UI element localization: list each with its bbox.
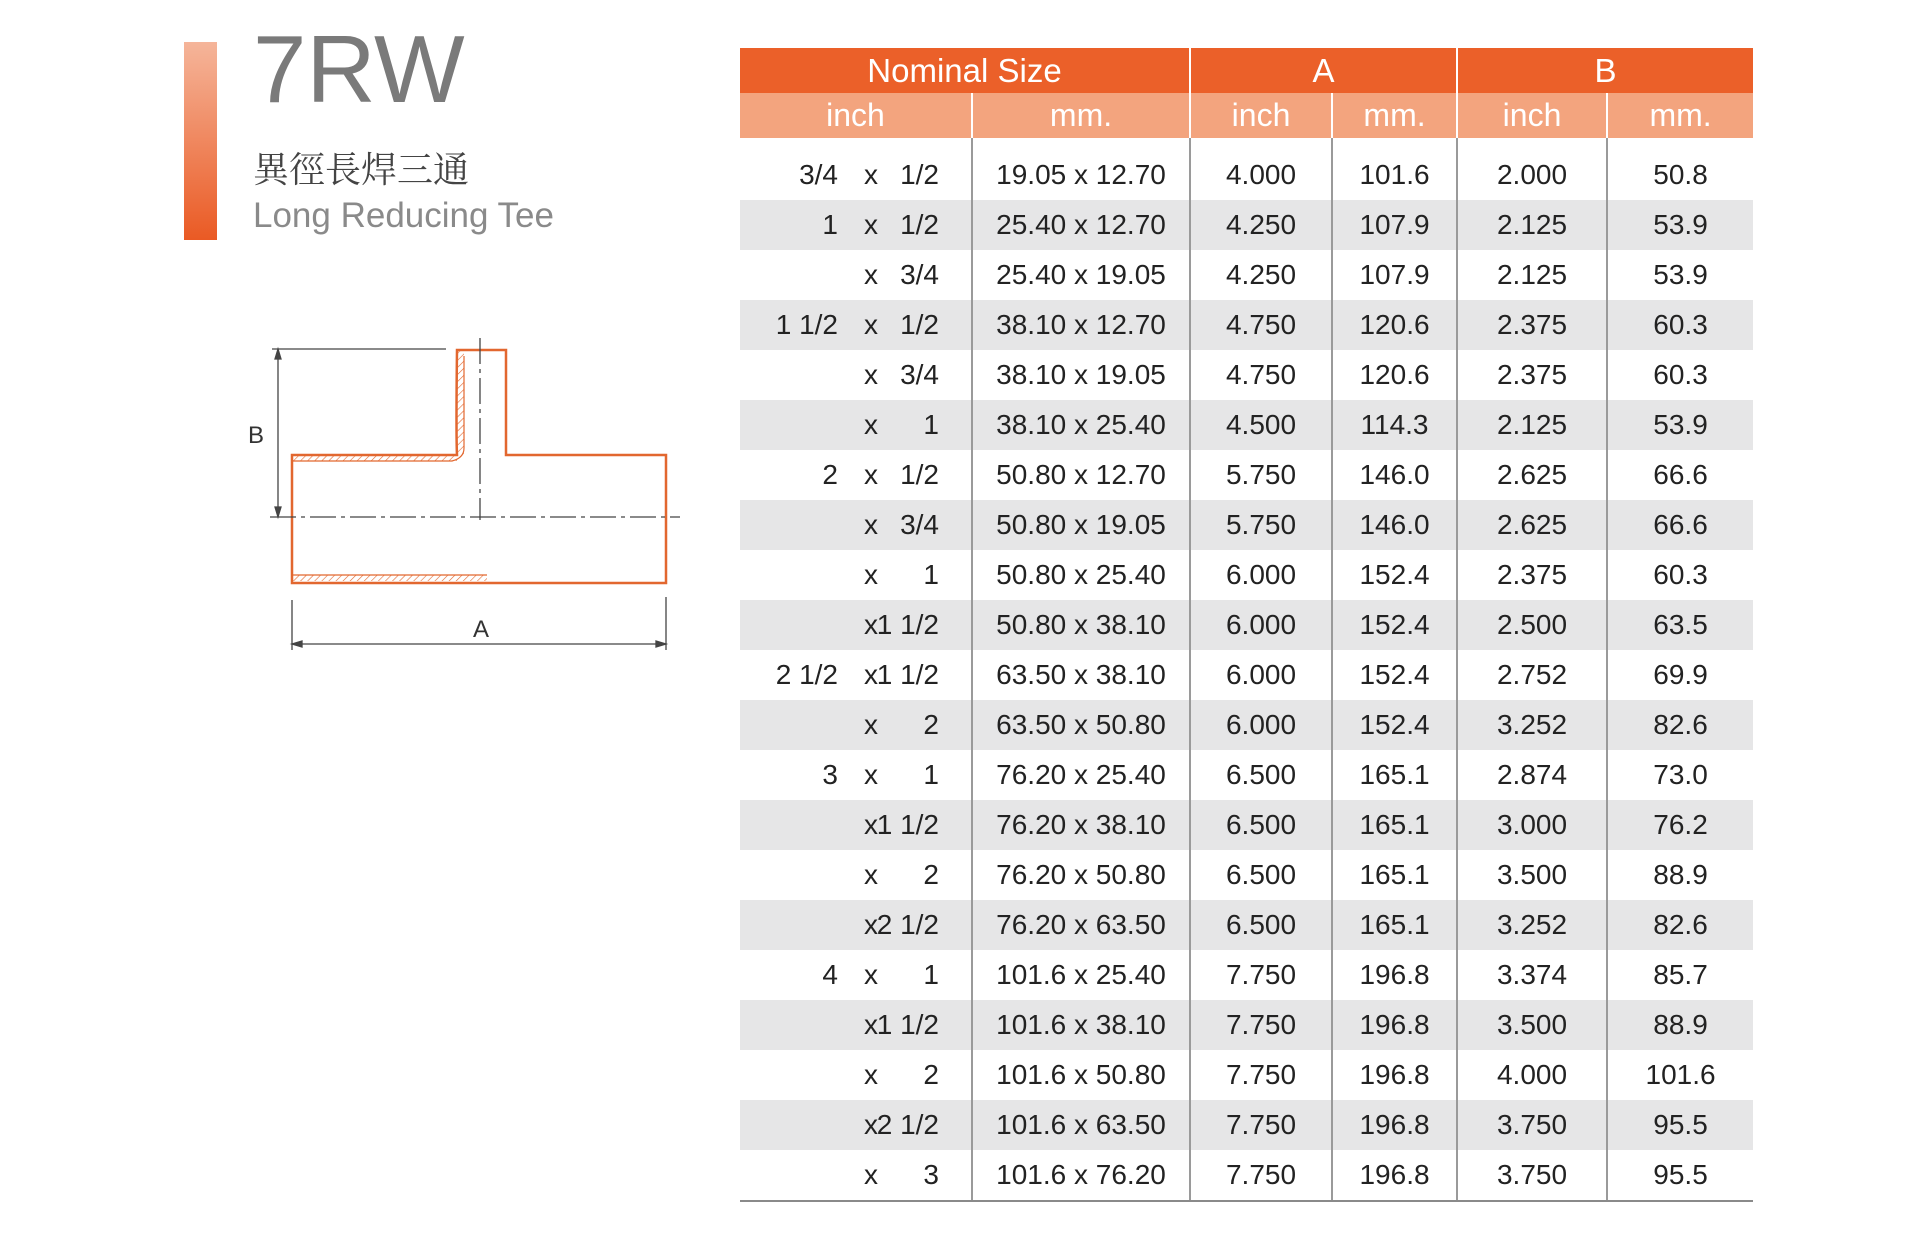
a-mm-cell: 107.9	[1332, 200, 1457, 250]
b-inch-cell: 2.000	[1457, 150, 1607, 200]
b-mm-cell: 82.6	[1607, 900, 1753, 950]
nominal-inch-cell	[740, 950, 972, 1000]
b-inch-cell: 3.750	[1457, 1100, 1607, 1150]
a-inch-cell: 5.750	[1190, 450, 1332, 500]
nominal-inch-cell	[740, 1100, 972, 1150]
a-mm-cell: 152.4	[1332, 650, 1457, 700]
a-inch-cell: 7.750	[1190, 1000, 1332, 1050]
a-inch-cell: 6.000	[1190, 650, 1332, 700]
a-mm-cell: 196.8	[1332, 1150, 1457, 1200]
b-inch-cell: 3.252	[1457, 900, 1607, 950]
times-sign: x	[864, 609, 878, 640]
nominal-mm-cell: 63.50 x 50.80	[972, 700, 1190, 750]
times-sign: x	[864, 159, 878, 190]
times-sign: x	[864, 1159, 878, 1190]
nominal-mm-cell: 38.10 x 12.70	[972, 300, 1190, 350]
long-reducing-tee-drawing-icon	[240, 330, 690, 660]
table-row	[740, 550, 1753, 600]
nominal-inch-cell	[740, 400, 972, 450]
b-mm-cell: 66.6	[1607, 500, 1753, 550]
branch-size: 2	[923, 1059, 939, 1090]
spec-table	[740, 48, 1753, 1202]
a-mm-cell: 120.6	[1332, 300, 1457, 350]
a-mm-cell: 165.1	[1332, 900, 1457, 950]
a-inch-cell: 4.000	[1190, 150, 1332, 200]
times-sign: x	[864, 359, 878, 390]
b-mm-cell: 76.2	[1607, 800, 1753, 850]
nominal-mm-cell: 50.80 x 38.10	[972, 600, 1190, 650]
dimension-label-a: A	[473, 616, 490, 643]
times-sign: x	[864, 1109, 878, 1140]
run-size: 2	[822, 459, 838, 490]
run-size: 1 1/2	[775, 309, 838, 340]
run-size: 2 1/2	[775, 659, 838, 690]
subheader-a-inch: inch	[1190, 93, 1332, 138]
nominal-inch-cell	[740, 500, 972, 550]
b-mm-cell: 60.3	[1607, 300, 1753, 350]
nominal-mm-cell: 76.20 x 50.80	[972, 850, 1190, 900]
a-inch-cell: 4.750	[1190, 300, 1332, 350]
a-inch-cell: 7.750	[1190, 1050, 1332, 1100]
branch-size: 2 1/2	[876, 909, 939, 940]
table-row	[740, 300, 1753, 350]
nominal-mm-cell: 19.05 x 12.70	[972, 150, 1190, 200]
branch-size: 3/4	[900, 509, 939, 540]
product-english-name: Long Reducing Tee	[253, 196, 554, 235]
b-inch-cell: 3.750	[1457, 1150, 1607, 1200]
subheader-b-inch: inch	[1457, 93, 1607, 138]
b-mm-cell: 88.9	[1653, 859, 1708, 890]
table-row	[740, 700, 1753, 750]
a-inch-cell: 7.750	[1190, 950, 1332, 1000]
nominal-mm-cell: 101.6 x 63.50	[972, 1100, 1190, 1150]
accent-bar	[184, 42, 217, 240]
branch-size: 1	[923, 559, 939, 590]
table-row	[740, 850, 1753, 900]
nominal-inch-cell	[740, 1050, 972, 1100]
subheader-a-mm: mm.	[1332, 93, 1457, 138]
run-size: 1	[822, 209, 838, 240]
b-inch-cell: 2.625	[1457, 500, 1607, 550]
b-inch-cell: 3.252	[1457, 700, 1607, 750]
b-inch-cell: 2.375	[1457, 350, 1607, 400]
b-mm-cell: 88.9	[1607, 1000, 1753, 1050]
a-inch-cell: 6.500	[1190, 900, 1332, 950]
nominal-inch-cell	[740, 300, 972, 350]
times-sign: x	[864, 259, 878, 290]
branch-size: 1 1/2	[876, 1009, 939, 1040]
nominal-mm-cell: 38.10 x 19.05	[972, 350, 1190, 400]
run-size: 3/4	[799, 159, 838, 190]
b-inch-cell: 3.374	[1457, 950, 1607, 1000]
b-mm-cell: 60.3	[1653, 559, 1708, 590]
table-row	[740, 1100, 1753, 1150]
b-inch-cell: 2.500	[1457, 600, 1607, 650]
header-a: A	[1190, 48, 1457, 93]
branch-size: 3/4	[900, 359, 939, 390]
nominal-mm-cell: 101.6 x 76.20	[972, 1150, 1190, 1200]
a-mm-cell: 120.6	[1332, 350, 1457, 400]
times-sign: x	[864, 209, 878, 240]
branch-size: 3/4	[900, 259, 939, 290]
group-header-row	[740, 48, 1753, 93]
times-sign: x	[864, 409, 878, 440]
b-mm-cell: 85.7	[1653, 959, 1708, 990]
b-mm-cell: 53.9	[1607, 200, 1753, 250]
dimension-lines	[270, 338, 680, 650]
table-bottom-rule	[740, 1200, 1753, 1202]
b-inch-cell: 2.125	[1457, 200, 1607, 250]
a-mm-cell: 101.6	[1332, 150, 1457, 200]
b-inch-cell: 2.874	[1457, 750, 1607, 800]
header-nominal-size: Nominal Size	[740, 48, 1190, 93]
a-mm-cell: 165.1	[1332, 800, 1457, 850]
b-inch-cell: 2.375	[1457, 550, 1607, 600]
table-row	[740, 150, 1753, 200]
times-sign: x	[864, 559, 878, 590]
times-sign: x	[864, 1059, 878, 1090]
b-inch-cell: 3.500	[1457, 1000, 1607, 1050]
a-inch-cell: 4.250	[1190, 250, 1332, 300]
branch-size: 1	[923, 959, 939, 990]
a-mm-cell: 152.4	[1332, 700, 1457, 750]
b-inch-cell: 2.752	[1457, 650, 1607, 700]
branch-size: 2	[923, 709, 939, 740]
nominal-inch-cell	[740, 350, 972, 400]
branch-size: 1 1/2	[876, 609, 939, 640]
a-mm-cell: 114.3	[1332, 400, 1457, 450]
nominal-inch-cell	[740, 850, 972, 900]
nominal-inch-cell	[740, 1150, 972, 1200]
nominal-inch-cell	[740, 1000, 972, 1050]
nominal-inch-cell	[740, 450, 972, 500]
table-row	[740, 800, 1753, 850]
b-mm-cell: 63.5	[1607, 600, 1753, 650]
product-chinese-name: 異徑長焊三通	[253, 150, 470, 191]
b-mm-cell: 50.8	[1653, 159, 1708, 190]
b-mm-cell: 69.9	[1653, 659, 1708, 690]
a-inch-cell: 6.500	[1190, 750, 1332, 800]
b-mm-cell: 73.0	[1653, 759, 1708, 790]
nominal-mm-cell: 50.80 x 25.40	[972, 550, 1190, 600]
times-sign: x	[864, 709, 878, 740]
header-b: B	[1457, 48, 1753, 93]
nominal-mm-cell: 76.20 x 25.40	[972, 750, 1190, 800]
nominal-inch-cell	[740, 200, 972, 250]
a-inch-cell: 6.500	[1190, 850, 1332, 900]
product-code: 7RW	[253, 16, 465, 123]
times-sign: x	[864, 859, 878, 890]
a-mm-cell: 152.4	[1332, 550, 1457, 600]
b-mm-cell: 53.9	[1607, 400, 1753, 450]
b-inch-cell: 3.500	[1457, 850, 1607, 900]
nominal-inch-cell	[740, 800, 972, 850]
nominal-inch-cell	[740, 550, 972, 600]
nominal-mm-cell: 25.40 x 19.05	[972, 250, 1190, 300]
table-row	[740, 350, 1753, 400]
nominal-inch-cell	[740, 150, 972, 200]
times-sign: x	[864, 509, 878, 540]
table-row	[740, 500, 1753, 550]
run-size: 4	[822, 959, 838, 990]
branch-size: 1/2	[900, 159, 939, 190]
branch-size: 3	[923, 1159, 939, 1190]
sub-header-row	[740, 93, 1753, 138]
nominal-mm-cell: 76.20 x 38.10	[972, 800, 1190, 850]
a-inch-cell: 4.250	[1190, 200, 1332, 250]
b-mm-cell: 95.5	[1607, 1100, 1753, 1150]
table-row	[740, 200, 1753, 250]
nominal-inch-cell	[740, 650, 972, 700]
b-mm-cell: 95.5	[1653, 1159, 1708, 1190]
a-mm-cell: 165.1	[1332, 750, 1457, 800]
branch-size: 1	[923, 409, 939, 440]
branch-size: 1/2	[900, 209, 939, 240]
nominal-mm-cell: 50.80 x 19.05	[972, 500, 1190, 550]
b-mm-cell: 60.3	[1653, 359, 1708, 390]
branch-size: 1/2	[900, 459, 939, 490]
b-inch-cell: 2.625	[1457, 450, 1607, 500]
a-inch-cell: 5.750	[1190, 500, 1332, 550]
nominal-mm-cell: 101.6 x 50.80	[972, 1050, 1190, 1100]
nominal-mm-cell: 76.20 x 63.50	[972, 900, 1190, 950]
table-row	[740, 1000, 1753, 1050]
subheader-nominal-inch: inch	[740, 93, 972, 138]
b-inch-cell: 2.125	[1457, 400, 1607, 450]
a-mm-cell: 196.8	[1332, 1050, 1457, 1100]
table-row	[740, 1050, 1753, 1100]
nominal-inch-cell	[740, 900, 972, 950]
a-inch-cell: 4.500	[1190, 400, 1332, 450]
b-mm-cell: 82.6	[1607, 700, 1753, 750]
subheader-b-mm: mm.	[1607, 93, 1753, 138]
a-inch-cell: 7.750	[1190, 1100, 1332, 1150]
tee-outline	[292, 350, 666, 583]
a-inch-cell: 6.000	[1190, 550, 1332, 600]
dimension-label-b: B	[248, 422, 265, 449]
a-mm-cell: 146.0	[1332, 450, 1457, 500]
a-inch-cell: 6.000	[1190, 700, 1332, 750]
a-mm-cell: 107.9	[1332, 250, 1457, 300]
times-sign: x	[864, 759, 878, 790]
nominal-mm-cell: 63.50 x 38.10	[972, 650, 1190, 700]
a-inch-cell: 7.750	[1190, 1150, 1332, 1200]
table-row	[740, 400, 1753, 450]
a-inch-cell: 6.500	[1190, 800, 1332, 850]
branch-size: 1 1/2	[876, 659, 939, 690]
table-row	[740, 650, 1753, 700]
branch-size: 1/2	[900, 309, 939, 340]
table-row	[740, 900, 1753, 950]
nominal-mm-cell: 25.40 x 12.70	[972, 200, 1190, 250]
a-inch-cell: 4.750	[1190, 350, 1332, 400]
table-row	[740, 450, 1753, 500]
times-sign: x	[864, 959, 878, 990]
nominal-inch-cell	[740, 600, 972, 650]
nominal-mm-cell: 101.6 x 25.40	[972, 950, 1190, 1000]
b-mm-cell: 53.9	[1653, 259, 1708, 290]
a-mm-cell: 165.1	[1332, 850, 1457, 900]
table-row	[740, 950, 1753, 1000]
times-sign: x	[864, 459, 878, 490]
a-mm-cell: 152.4	[1332, 600, 1457, 650]
a-inch-cell: 6.000	[1190, 600, 1332, 650]
times-sign: x	[864, 659, 878, 690]
table-row	[740, 750, 1753, 800]
nominal-inch-cell	[740, 700, 972, 750]
a-mm-cell: 196.8	[1332, 1100, 1457, 1150]
nominal-mm-cell: 101.6 x 38.10	[972, 1000, 1190, 1050]
nominal-mm-cell: 50.80 x 12.70	[972, 450, 1190, 500]
b-inch-cell: 4.000	[1457, 1050, 1607, 1100]
times-sign: x	[864, 809, 878, 840]
table-row	[740, 1150, 1753, 1200]
table-row	[740, 250, 1753, 300]
nominal-mm-cell: 38.10 x 25.40	[972, 400, 1190, 450]
b-inch-cell: 3.000	[1457, 800, 1607, 850]
times-sign: x	[864, 1009, 878, 1040]
times-sign: x	[864, 909, 878, 940]
table-row	[740, 600, 1753, 650]
nominal-inch-cell	[740, 750, 972, 800]
branch-size: 2 1/2	[876, 1109, 939, 1140]
branch-size: 1	[923, 759, 939, 790]
a-mm-cell: 196.8	[1332, 1000, 1457, 1050]
run-size: 3	[822, 759, 838, 790]
b-inch-cell: 2.125	[1457, 250, 1607, 300]
a-mm-cell: 196.8	[1332, 950, 1457, 1000]
times-sign: x	[864, 309, 878, 340]
a-mm-cell: 146.0	[1332, 500, 1457, 550]
branch-size: 1 1/2	[876, 809, 939, 840]
nominal-inch-cell	[740, 250, 972, 300]
b-mm-cell: 101.6	[1645, 1059, 1716, 1090]
b-inch-cell: 2.375	[1457, 300, 1607, 350]
b-mm-cell: 66.6	[1653, 459, 1708, 490]
branch-size: 2	[923, 859, 939, 890]
subheader-nominal-mm: mm.	[972, 93, 1190, 138]
